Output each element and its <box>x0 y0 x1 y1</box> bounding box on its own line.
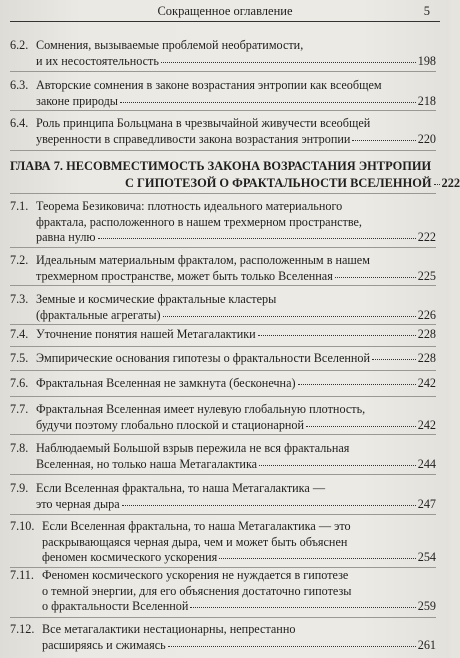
entry-number: 7.10. <box>10 519 35 533</box>
entry-text: равна нулю <box>36 230 96 244</box>
entry-page: 259 <box>417 599 436 613</box>
entry-page: 222 <box>417 230 436 244</box>
entry-divider <box>10 346 436 347</box>
entry-text: Если Вселенная фрактальна, то наша Метагалактика — <box>36 481 326 495</box>
entry-number: 7.7. <box>10 402 29 416</box>
leader-dots <box>335 277 416 278</box>
entry-page: 247 <box>417 496 436 511</box>
chapter-title-line: С ГИПОТЕЗОЙ О ФРАКТАЛЬНОСТИ ВСЕЛЕННОЙ <box>125 176 432 190</box>
entry-page: 254 <box>417 550 436 564</box>
entry-text: Земные и космические фрактальные кластеры <box>36 292 277 306</box>
entry-text: Фрактальная Вселенная имеет нулевую глобальную плотность, <box>36 402 366 416</box>
entry-number: 7.8. <box>10 441 29 455</box>
entry-number: 6.3. <box>10 78 29 92</box>
entry-divider <box>10 324 436 325</box>
entry-text: и их несостоятельность <box>36 53 159 68</box>
entry-page: 218 <box>417 93 436 108</box>
leader-dots <box>352 140 415 141</box>
entry-text: Фрактальная Вселенная не замкнута (бесконечна) <box>36 376 296 390</box>
entry-divider <box>10 193 436 194</box>
running-header-title: Сокращенное оглавление <box>157 4 293 18</box>
entry-text: будучи поэтому глобально плоской и стационарной <box>36 417 305 432</box>
entry-page: 261 <box>417 637 436 652</box>
entry-text: Сомнения, вызываемые проблемой необратимости, <box>36 38 304 52</box>
leader-dots <box>161 62 416 63</box>
entry-text: Теорема Безиковича: плотность идеального материального <box>36 199 343 213</box>
entry-text: законе природы <box>36 93 118 108</box>
entry-text: Авторские сомнения в законе возрастания энтропии как всеобщем <box>36 78 382 92</box>
entry-text: Если Вселенная фрактальна, то наша Метагалактика — это <box>42 519 351 533</box>
page-number: 5 <box>423 4 430 18</box>
leader-dots <box>306 426 416 427</box>
leader-dots <box>258 335 416 336</box>
entry-divider <box>10 71 436 72</box>
entry-number: 6.4. <box>10 116 29 130</box>
leader-dots <box>219 558 415 559</box>
entry-page: 198 <box>417 53 436 68</box>
entry-text: Наблюдаемый Большой взрыв пережила не вся фрактальная <box>36 441 350 455</box>
entry-page: 242 <box>417 376 436 390</box>
entry-divider <box>10 396 436 397</box>
header-rule <box>10 21 440 22</box>
leader-dots <box>372 359 416 360</box>
entry-number: 7.3. <box>10 292 29 306</box>
entry-page: 220 <box>417 131 436 146</box>
entry-page: 225 <box>417 268 436 283</box>
entry-divider <box>10 110 436 111</box>
entry-page: 242 <box>417 417 436 432</box>
entry-text: фрактала, расположенного в нашем трехмерном пространстве, <box>36 214 362 229</box>
entry-text: раскрывающаяся черная дыра, чем и может быть объяснен <box>42 534 348 549</box>
entry-text: Идеальным материальным фракталом, расположенным в нашем <box>36 253 370 267</box>
entry-number: 7.2. <box>10 253 29 267</box>
entry-text: о темной энергии, для его объяснения достаточно гипотезы <box>42 583 352 598</box>
entry-page: 228 <box>417 351 436 365</box>
entry-text: (фрактальные агрегаты) <box>36 307 161 322</box>
leader-dots <box>168 646 416 647</box>
leader-dots <box>120 102 416 103</box>
entry-text: Вселенная, но только наша Метагалактика <box>36 456 258 471</box>
entry-page: 244 <box>417 456 436 471</box>
entry-text: Все метагалактики нестационарны, непрестанно <box>42 622 296 636</box>
entry-text: трехмерном пространстве, может быть только Вселенная <box>36 268 333 283</box>
entry-text: Феномен космического ускорения не нуждается в гипотезе <box>42 568 349 582</box>
chapter-page: 222 <box>441 176 460 190</box>
entry-text: уверенности в справедливости закона возрастания энтропии <box>36 131 351 146</box>
entry-number: 6.2. <box>10 38 29 52</box>
leader-dots <box>122 505 416 506</box>
entry-number: 7.12. <box>10 622 35 636</box>
leader-dots <box>98 238 416 239</box>
entry-number: 7.1. <box>10 199 29 213</box>
entry-number: 7.4. <box>10 327 29 341</box>
entry-divider <box>10 285 436 286</box>
entry-divider <box>10 514 436 515</box>
entry-number: 7.6. <box>10 376 29 390</box>
entry-number: 7.11. <box>10 568 34 582</box>
entry-number: 7.9. <box>10 481 29 495</box>
entry-text: это черная дыра <box>36 496 120 511</box>
entry-number: 7.5. <box>10 351 29 365</box>
leader-dots <box>259 465 416 466</box>
entry-divider <box>10 434 436 435</box>
entry-divider <box>10 150 436 151</box>
leader-dots <box>163 316 416 317</box>
entry-divider <box>10 247 436 248</box>
entry-text: Роль принципа Больцмана в чрезвычайной живучести всеобщей <box>36 116 371 130</box>
entry-text: феномен космического ускорения <box>42 550 218 564</box>
entry-divider <box>10 474 436 475</box>
leader-dots <box>434 184 440 185</box>
entry-text: расширяясь и сжимаясь <box>42 637 166 652</box>
entry-text: Эмпирические основания гипотезы о фрактальности Вселенной <box>36 351 371 365</box>
entry-divider <box>10 617 436 618</box>
entry-page: 228 <box>417 327 436 341</box>
entry-text: о фрактальности Вселенной <box>42 599 189 613</box>
leader-dots <box>190 607 415 608</box>
entry-text: Уточнение понятия нашей Метагалактики <box>36 327 256 341</box>
leader-dots <box>298 384 416 385</box>
entry-divider <box>10 370 436 371</box>
entry-page: 226 <box>417 307 436 322</box>
chapter-title-line: ГЛАВА 7. НЕСОВМЕСТИМОСТЬ ЗАКОНА ВОЗРАСТАНИЯ ЭНТРОПИИ <box>10 159 432 173</box>
